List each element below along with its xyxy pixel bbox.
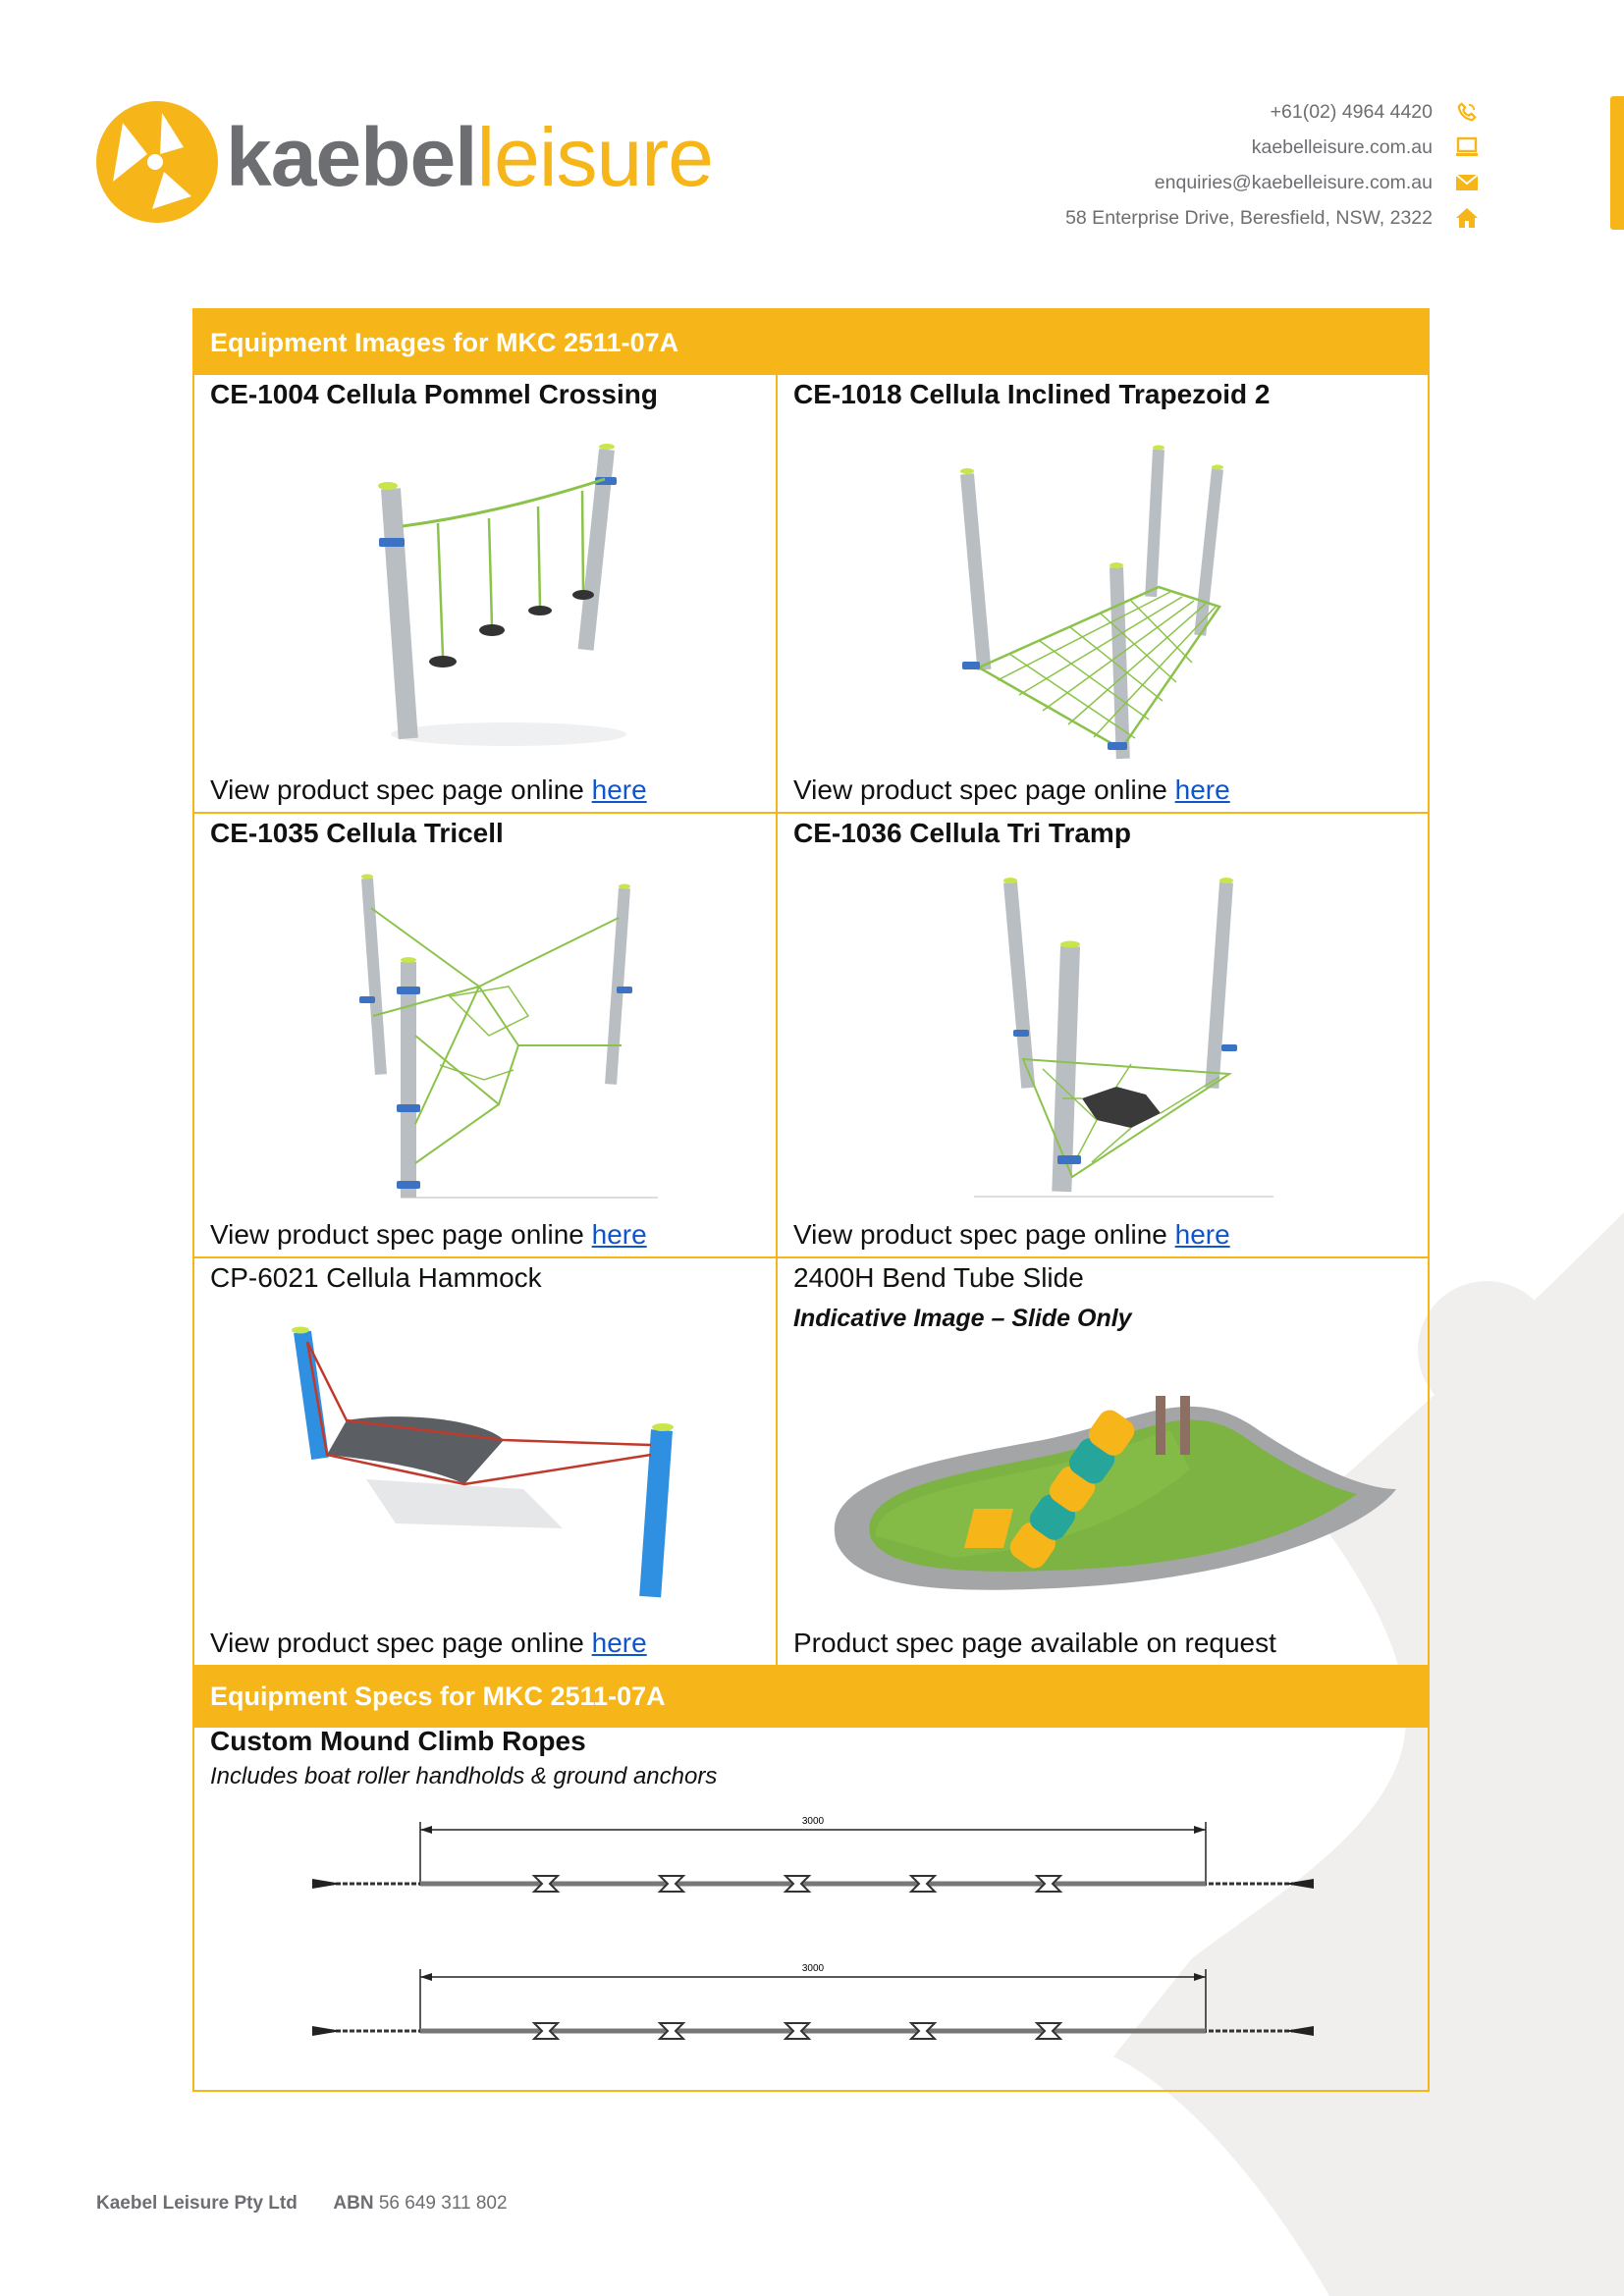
brand-name [226,111,713,203]
equipment-table [192,308,1430,2092]
mail-icon [1454,170,1480,195]
contact-block [1065,94,1480,236]
specs-section-title: Equipment Specs for MKC 2511-07A [210,1681,666,1711]
dimension-label: 3000 [801,1816,825,1827]
spec-link-prefix: View product spec page online [210,774,592,805]
logo-icon [93,93,221,231]
item-title: CE-1018 Cellula Inclined Trapezoid 2 [793,379,1271,409]
phone-text: +61(02) 4964 4420 [1270,101,1433,123]
pommel-crossing-image [342,430,666,754]
spec-item-title: Custom Mound Climb Ropes [210,1726,586,1756]
footer [96,2193,508,2215]
spec-link-prefix: View product spec page online [793,1219,1175,1250]
images-section-title: Equipment Images for MKC 2511-07A [210,327,679,357]
rope-drawing-1 [302,1812,1324,1910]
spec-link-line [793,774,1230,806]
contact-phone [1065,94,1480,130]
item-cell-tricell [194,814,776,1256]
rope-drawing-2 [302,1959,1324,2057]
spec-link-line [210,1628,647,1659]
item-title: CP-6021 Cellula Hammock [210,1262,542,1293]
spec-link-line [793,1219,1230,1251]
brand-name-primary: kaebel [226,111,477,203]
spec-link-here[interactable]: here [1174,774,1230,805]
item-cell-inclined-trapezoid [778,375,1428,812]
item-title: CE-1036 Cellula Tri Tramp [793,818,1131,848]
web-text: kaebelleisure.com.au [1251,136,1433,158]
item-cell-pommel-crossing [194,375,776,812]
item-cell-hammock [194,1258,776,1665]
spec-link-here[interactable]: here [591,1219,647,1250]
laptop-icon [1454,134,1480,160]
address-text: 58 Enterprise Drive, Beresfield, NSW, 2322 [1065,207,1433,229]
email-text: enquiries@kaebelleisure.com.au [1154,172,1433,193]
item-subtitle: Indicative Image – Slide Only [793,1305,1132,1332]
spec-request-line [793,1628,1276,1659]
contact-address [1065,200,1480,236]
item-title: CE-1035 Cellula Tricell [210,818,504,848]
spec-link-here[interactable]: here [591,1628,647,1658]
spec-link-prefix: View product spec page online [793,774,1175,805]
spec-link-line [210,1219,647,1251]
spec-link-here[interactable]: here [591,774,647,805]
images-section-header [194,310,1428,375]
spec-link-prefix: View product spec page online [210,1628,592,1658]
spec-item-subtitle: Includes boat roller handholds & ground anchors [210,1763,718,1789]
footer-abn-label: ABN [333,2193,374,2214]
footer-abn: 56 649 311 802 [378,2193,508,2214]
item-title: 2400H Bend Tube Slide [793,1262,1084,1293]
spec-link-line [210,774,647,806]
footer-company: Kaebel Leisure Pty Ltd [96,2193,298,2214]
contact-email [1065,165,1480,200]
spec-link-prefix: View product spec page online [210,1219,592,1250]
phone-icon [1454,99,1480,125]
item-cell-tube-slide [778,1258,1428,1665]
contact-web [1065,130,1480,165]
item-title: CE-1004 Cellula Pommel Crossing [210,379,658,409]
side-accent-bar [1610,96,1624,230]
home-icon [1454,205,1480,231]
specs-section-header [194,1665,1428,1728]
brand-name-secondary: leisure [476,111,713,203]
dimension-label: 3000 [801,1963,825,1974]
spec-request-text: Product spec page available on request [793,1628,1276,1658]
item-cell-tri-tramp [778,814,1428,1256]
spec-link-here[interactable]: here [1174,1219,1230,1250]
